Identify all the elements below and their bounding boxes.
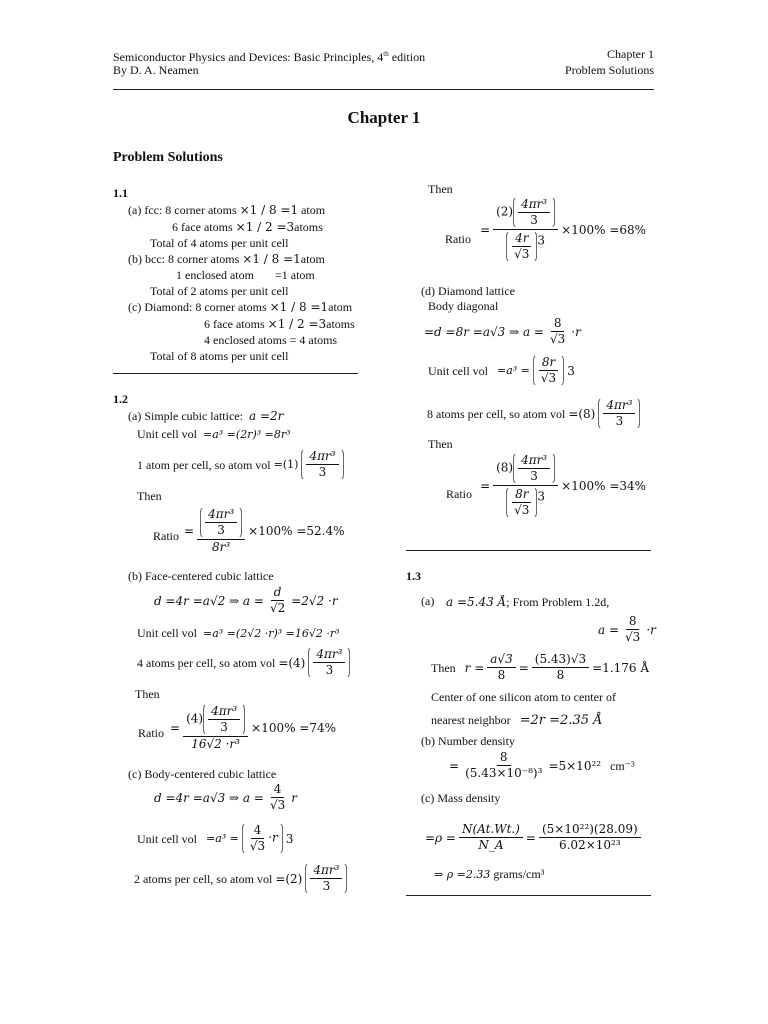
page-title: Chapter 1 xyxy=(347,108,421,127)
p11-c-line3: 4 enclosed atoms = 4 atoms xyxy=(204,333,338,347)
right-then-1: Then xyxy=(428,182,453,196)
header-right-line1: Chapter 1 xyxy=(607,47,654,61)
p12-a-ratio-eq: = $\frac{\frac{\text{4πr³}}{3}}{\text{8r³}}$ ×100% =52.4% xyxy=(184,507,345,554)
p13-a-label: (a) xyxy=(421,594,435,608)
p12-b-ucv: Unit cell vol =a³ =(2√2 ·r)³ =16√2 ·r³ xyxy=(137,626,340,640)
p12-c-atomvol: 2 atoms per cell, so atom vol =(2) $\frac{\text{4πr³}}{3}$ xyxy=(134,862,347,895)
p11-b-line1: (b) bcc: 8 corner atoms ×1 / 8 =1atom xyxy=(128,252,325,266)
p12-a-atomvol: 1 atom per cell, so atom vol =(1) $\frac{\text{4πr³}}{3}$ xyxy=(137,448,344,481)
problem-1-2-number: 1.2 xyxy=(113,392,128,406)
p12-b-atomvol: 4 atoms per cell, so atom vol =(4) $\frac{\text{4πr³}}{3}$ xyxy=(137,646,350,679)
right-ratio-eq-2: = (8) $\frac{\text{4πr³}}{3}$ $\frac{8r}{√3}$ $^3$ ×100% =34% xyxy=(480,453,647,517)
p12-a-ratio-label: Ratio xyxy=(153,529,179,543)
p11-b-line3: Total of 2 atoms per unit cell xyxy=(150,284,289,298)
right-rule-2 xyxy=(406,895,651,896)
right-d-ucv: Unit cell vol =a³ = $\frac{8r}{√3}$ 3 xyxy=(428,355,575,385)
header-left-line2: By D. A. Neamen xyxy=(113,63,199,77)
right-ratio-label-1: Ratio xyxy=(445,232,471,246)
p13-r-eq: Then r = $\frac{a√3}{8}$ = $\frac{(5.43)√3}{8}$ =1.176 Å xyxy=(431,652,650,682)
p12-c-label: (c) Body-centered cubic lattice xyxy=(128,767,277,781)
right-rule-1 xyxy=(406,550,651,551)
right-d-eq: =d =8r =a√3 ⇒ a = $\frac{8}{√3}$ ·r xyxy=(424,316,581,346)
right-ratio-label-2: Ratio xyxy=(446,487,472,501)
header-rule xyxy=(113,89,654,90)
header-right-line2: Problem Solutions xyxy=(564,63,654,77)
p12-b-ratio-eq: = (4) $\frac{\text{4πr³}}{3}$ 16√2 ·r³ ×100% =74% xyxy=(170,704,337,751)
p11-a-line2: 6 face atoms ×1 / 2 =3atoms xyxy=(172,220,323,234)
p13-c-label: (c) Mass density xyxy=(421,791,501,805)
p13-b-eq: = $\frac{8}{\text{(5.43×10⁻⁸)³}}$ =5×10²² cm⁻³ xyxy=(449,750,635,780)
p12-c-ucv: Unit cell vol =a³ = $\frac{4}{√3}$ ·r 3 xyxy=(137,823,294,853)
p11-c-line2: 6 face atoms ×1 / 2 =3atoms xyxy=(204,317,355,331)
section-subtitle: Problem Solutions xyxy=(113,150,223,165)
p11-c-line4: Total of 8 atoms per unit cell xyxy=(150,349,289,363)
p13-center-line1: Center of one silicon atom to center of xyxy=(431,690,616,704)
p11-b-line2: 1 enclosed atom =1 atom xyxy=(176,268,315,282)
p13-c-result: ⇒ ρ =2.33 grams/cm³ xyxy=(434,867,545,881)
problem-1-3-number: 1.3 xyxy=(406,569,421,583)
p11-a-line3: Total of 4 atoms per unit cell xyxy=(150,236,289,250)
p12-a-then: Then xyxy=(137,489,162,503)
right-d-label: (d) Diamond lattice xyxy=(421,284,515,298)
right-then-2: Then xyxy=(428,437,453,451)
p13-center-line2: nearest neighbor =2r =2.35 Å xyxy=(431,713,603,728)
p11-c-line1: (c) Diamond: 8 corner atoms ×1 / 8 =1atom xyxy=(128,300,353,314)
p13-b-label: (b) Number density xyxy=(421,734,515,748)
p12-a-label: (a) Simple cubic lattice: a =2r xyxy=(128,409,284,423)
p12-a-ucv: Unit cell vol =a³ =(2r)³ =8r³ xyxy=(137,427,291,441)
p13-c-eq: =ρ = $\frac{N(At.Wt.)}{N\_A}$ = $\frac{\text{(5×10²²)(28.09)}}{\text{6.02×10²³}}$ xyxy=(425,822,641,853)
p12-b-label: (b) Face-centered cubic lattice xyxy=(128,569,274,583)
p12-c-eq1: d =4r =a√3 ⇒ a = $\frac{4}{√3}$ r xyxy=(154,782,297,812)
p11-a-line1: (a) fcc: 8 corner atoms ×1 / 8 =1 atom xyxy=(128,203,326,217)
problem-1-1-number: 1.1 xyxy=(113,186,128,200)
right-d-atomvol: 8 atoms per cell, so atom vol =(8) $\frac{\text{4πr³}}{3}$ xyxy=(427,397,640,430)
p12-b-then: Then xyxy=(135,687,160,701)
p13-a-eq: a =5.43 Å; From Problem 1.2d, xyxy=(446,595,610,609)
p12-b-ratio-label: Ratio xyxy=(138,726,164,740)
right-d-body-diagonal: Body diagonal xyxy=(428,299,499,313)
p11-rule xyxy=(113,373,358,374)
p13-a-eq2: a = $\frac{8}{√3}$ ·r xyxy=(598,614,656,644)
p12-b-eq1: d =4r =a√2 ⇒ a = $\frac{d}{√2}$ =2√2 ·r xyxy=(154,585,338,615)
header-left-line1: Semiconductor Physics and Devices: Basic Principles, 4th edition xyxy=(113,50,426,64)
right-ratio-eq-1: = (2) $\frac{\text{4πr³}}{3}$ $\frac{4r}{√3}$ $^3$ ×100% =68% xyxy=(480,197,647,261)
